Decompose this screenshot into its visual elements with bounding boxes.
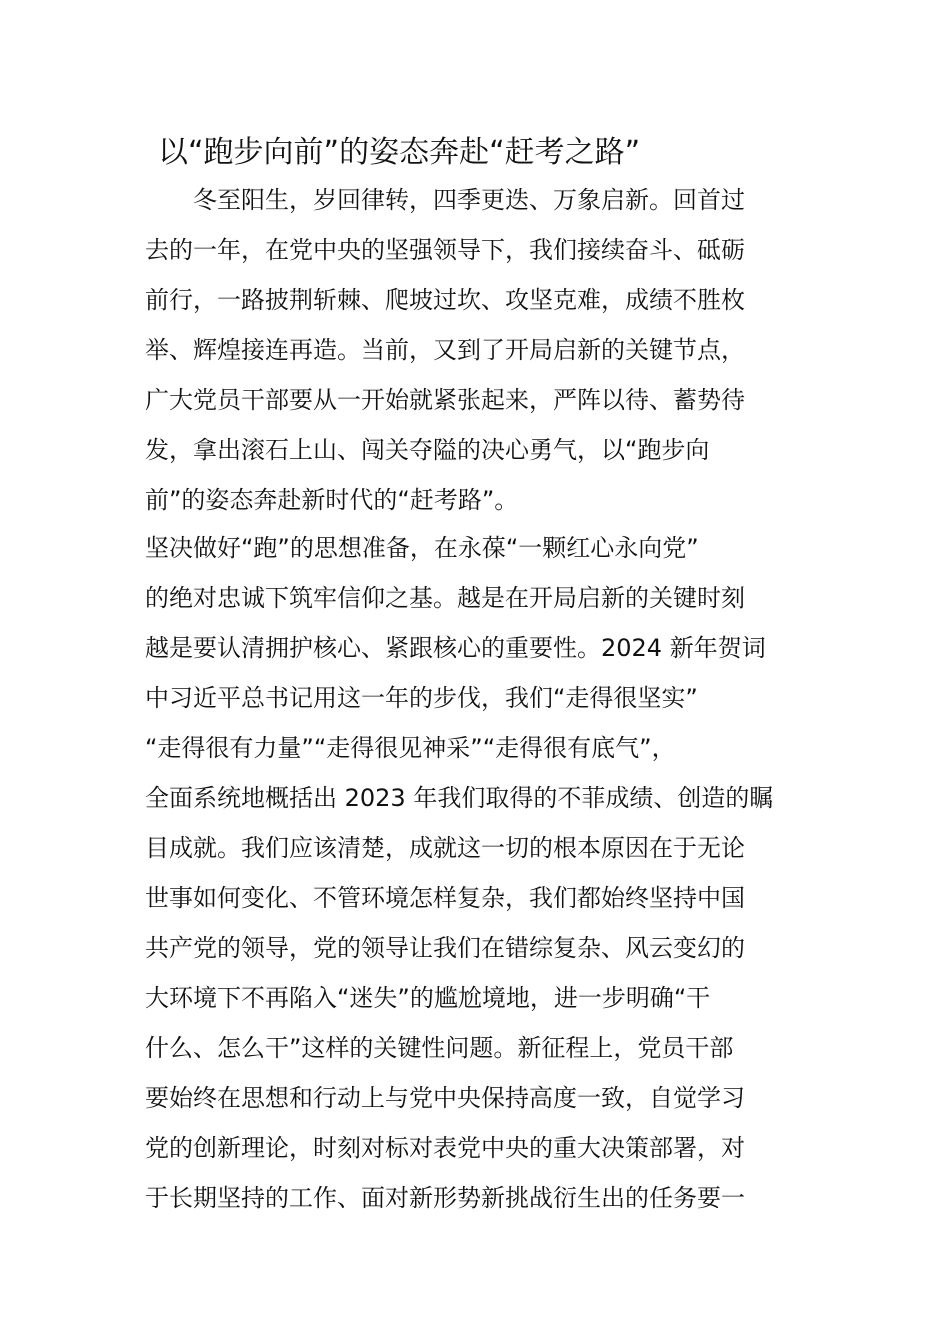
paragraph-line: 大环境下不再陷入“迷失”的尴尬境地，进一步明确“干 bbox=[145, 984, 711, 1012]
paragraph-line: 越是要认清拥护核心、紧跟核心的重要性。2024 新年贺词 bbox=[145, 634, 766, 662]
paragraph-line: 要始终在思想和行动上与党中央保持高度一致，自觉学习 bbox=[145, 1084, 745, 1112]
paragraph-line: 发，拿出滚石上山、闯关夺隘的决心勇气，以“跑步向 bbox=[145, 436, 710, 464]
paragraph-line: 冬至阳生，岁回律转，四季更迭、万象启新。回首过 bbox=[145, 186, 745, 214]
paragraph-line: 举、辉煌接连再造。当前，又到了开局启新的关键节点， bbox=[145, 336, 745, 364]
paragraph-line: 目成就。我们应该清楚，成就这一切的根本原因在于无论 bbox=[145, 834, 745, 862]
paragraph-line: 于长期坚持的工作、面对新形势新挑战衍生出的任务要一 bbox=[145, 1184, 745, 1212]
paragraph-line: 党的创新理论，时刻对标对表党中央的重大决策部署，对 bbox=[145, 1134, 745, 1162]
paragraph-line: 中习近平总书记用这一年的步伐，我们“走得很坚实” bbox=[145, 684, 698, 712]
paragraph-line: 坚决做好“跑”的思想准备，在永葆“一颗红心永向党” bbox=[145, 534, 699, 562]
document-title: 以“跑步向前”的姿态奔赴“赶考之路” bbox=[158, 135, 641, 170]
paragraph-line: 广大党员干部要从一开始就紧张起来，严阵以待、蓄势待 bbox=[145, 386, 745, 414]
paragraph-line: 前”的姿态奔赴新时代的“赶考路”。 bbox=[145, 486, 519, 514]
paragraph-line: 全面系统地概括出 2023 年我们取得的不菲成绩、创造的瞩 bbox=[145, 784, 774, 812]
paragraph-line: “走得很有力量”“走得很见神采”“走得很有底气”， bbox=[145, 734, 676, 762]
paragraph-line: 去的一年，在党中央的坚强领导下，我们接续奋斗、砥砺 bbox=[145, 236, 745, 264]
paragraph-line: 世事如何变化、不管环境怎样复杂，我们都始终坚持中国 bbox=[145, 884, 745, 912]
paragraph-line: 共产党的领导，党的领导让我们在错综复杂、风云变幻的 bbox=[145, 934, 745, 962]
paragraph-line: 的绝对忠诚下筑牢信仰之基。越是在开局启新的关键时刻 bbox=[145, 584, 745, 612]
paragraph-line: 什么、怎么干”这样的关键性问题。新征程上，党员干部 bbox=[145, 1034, 734, 1062]
paragraph-line: 前行，一路披荆斩棘、爬坡过坎、攻坚克难，成绩不胜枚 bbox=[145, 286, 745, 314]
